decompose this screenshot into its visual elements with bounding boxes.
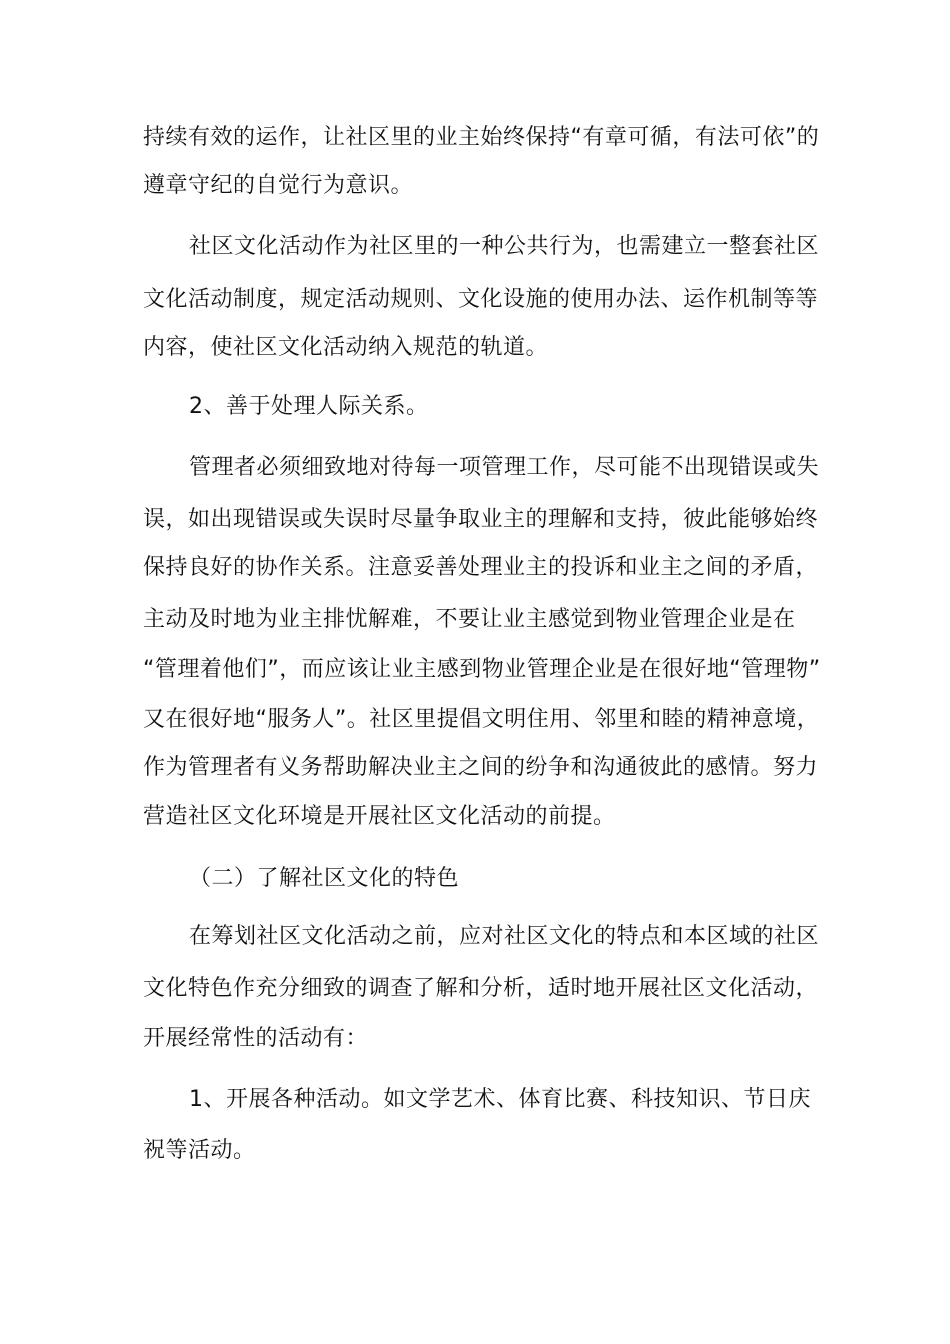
paragraph-line: 作为管理者有义务帮助解决业主之间的纷争和沟通彼此的感情。努力 — [143, 755, 819, 780]
paragraph-line: 又在很好地“服务人”。社区里提倡文明住用、邻里和睦的精神意境， — [143, 707, 820, 732]
paragraph-line: 内容，使社区文化活动纳入规范的轨道。 — [143, 335, 549, 360]
paragraph-line: 持续有效的运作，让社区里的业主始终保持“有章可循，有法可依”的 — [143, 125, 820, 150]
list-item-line: 1、开展各种活动。如文学艺术、体育比赛、科技知识、节日庆 — [189, 1087, 811, 1112]
section-heading: 2、善于处理人际关系。 — [189, 394, 429, 419]
paragraph-line: 营造社区文化环境是开展社区文化活动的前提。 — [143, 804, 616, 829]
paragraph-line: 开展经常性的活动有： — [143, 1026, 369, 1051]
paragraph-line: 社区文化活动作为社区里的一种公共行为，也需建立一整套社区 — [189, 234, 820, 259]
paragraph-line: 误，如出现错误或失误时尽量争取业主的理解和支持，彼此能够始终 — [143, 507, 819, 532]
paragraph-line: 文化特色作充分细致的调查了解和分析，适时地开展社区文化活动， — [143, 976, 819, 1001]
paragraph-line: 在筹划社区文化活动之前，应对社区文化的特点和本区域的社区 — [189, 924, 820, 949]
paragraph-line: 文化活动制度，规定活动规则、文化设施的使用办法、运作机制等等 — [143, 287, 819, 312]
paragraph-line: “管理着他们”，而应该让业主感到物业管理企业是在很好地“管理物” — [143, 657, 821, 682]
paragraph-line: 保持良好的协作关系。注意妥善处理业主的投诉和业主之间的矛盾， — [143, 555, 819, 580]
paragraph-line: 管理者必须细致地对待每一项管理工作，尽可能不出现错误或失 — [189, 455, 820, 480]
list-item-line: 祝等活动。 — [143, 1138, 256, 1163]
paragraph-line: 主动及时地为业主排忧解难，不要让业主感觉到物业管理企业是在 — [143, 607, 796, 632]
paragraph-line: 遵章守纪的自觉行为意识。 — [143, 173, 414, 198]
section-heading: （二）了解社区文化的特色 — [189, 866, 460, 891]
